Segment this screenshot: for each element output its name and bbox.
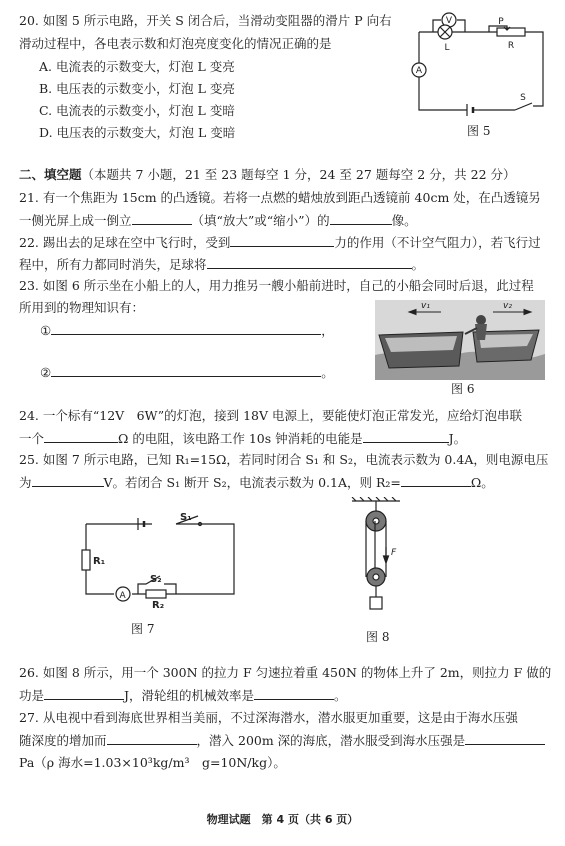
q27-line2 bbox=[19, 732, 545, 749]
q21-blank-1[interactable] bbox=[132, 212, 192, 225]
fig5-lamp-label: L bbox=[444, 43, 450, 53]
q25-line2 bbox=[19, 474, 494, 491]
q21-text-a: 一侧光屏上成一倒立 bbox=[19, 213, 132, 228]
q26-blank-2[interactable] bbox=[254, 687, 334, 700]
q23-blank-row-2 bbox=[40, 364, 334, 381]
q27-blank-1[interactable] bbox=[107, 732, 197, 745]
q24-line1: 24. 一个标有“12V 6W”的灯泡，接到 18V 电源上，要能使灯泡正常发光，应给灯泡串联 bbox=[19, 408, 522, 423]
fig5-switch-label: S bbox=[520, 93, 526, 103]
figure-7-circuit bbox=[80, 510, 240, 610]
fig5-ammeter-label: A bbox=[415, 66, 423, 76]
q23-end-2: 。 bbox=[321, 365, 334, 380]
q26-line1: 26. 如图 8 所示，用一个 300N 的拉力 F 匀速拉着重 450N 的物体上升了 2m，则拉力 F 做的 bbox=[19, 665, 552, 680]
q27-blank-2[interactable] bbox=[465, 732, 545, 745]
q20-option-c: C. 电流表的示数变小，灯泡 L 变暗 bbox=[39, 103, 235, 118]
q20-line2: 滑动过程中，各电表示数和灯泡亮度变化的情况正确的是 bbox=[19, 36, 332, 51]
q25-blank-2[interactable] bbox=[401, 474, 471, 487]
q20-option-b: B. 电压表的示数变小，灯泡 L 变亮 bbox=[39, 81, 235, 96]
q22-text-d: 。 bbox=[411, 257, 425, 272]
q24-text-b: Ω 的电阻，该电路工作 10s 钟消耗的电能是 bbox=[118, 431, 363, 446]
fig7-s2-label: S₂ bbox=[150, 574, 162, 585]
fig6-v2-label: v₂ bbox=[503, 301, 512, 311]
q27-line1: 27. 从电视中看到海底世界相当美丽，不过深海潜水，潜水服更加重要，这是由于海水压强 bbox=[19, 710, 518, 725]
q27-text-b: ，潜入 200m 深的海底，潜水服受到海水压强是 bbox=[196, 733, 466, 748]
section-2-note: （本题共 7 小题，21 至 23 题每空 1 分，24 至 27 题每空 2 分，共 22 分） bbox=[81, 167, 516, 182]
q25-text-a: 为 bbox=[19, 475, 32, 490]
q23-blank-2[interactable] bbox=[51, 364, 321, 377]
q21-text-b: （填“放大”或“缩小”）的 bbox=[191, 213, 330, 228]
q24-blank-1[interactable] bbox=[44, 430, 118, 443]
q20-option-d: D. 电压表的示数变大，灯泡 L 变暗 bbox=[39, 125, 236, 140]
q22-text-a: 22. 踢出去的足球在空中飞行时，受到 bbox=[19, 235, 231, 250]
q22-text-c: 程中，所有力都同时消失，足球将 bbox=[19, 257, 207, 272]
q23-blank-row-1 bbox=[40, 322, 334, 339]
q27-text-a: 随深度的增加而 bbox=[19, 733, 107, 748]
figure-7-caption: 图 7 bbox=[131, 622, 155, 636]
q25-text-b: V。若闭合 S₁ 断开 S₂，电流表示数为 0.1A，则 R₂= bbox=[103, 475, 401, 490]
q25-line1: 25. 如图 7 所示电路，已知 R₁=15Ω，若同时闭合 S₁ 和 S₂，电流表示数为 0.4A，则电源电压 bbox=[19, 452, 549, 467]
q26-text-c: 。 bbox=[334, 688, 347, 703]
fig5-slider-label: P bbox=[498, 17, 504, 27]
figure-6-boats bbox=[375, 300, 545, 380]
q23-marker-1: ① bbox=[40, 323, 52, 338]
figure-5-caption: 图 5 bbox=[467, 124, 491, 138]
fig7-ammeter-label: A bbox=[119, 591, 126, 601]
q22-text-b: 力的作用（不计空气阻力），若飞行过 bbox=[334, 235, 541, 250]
section-2-title: 二、填空题 bbox=[19, 167, 82, 182]
figure-8-pulley bbox=[348, 497, 408, 627]
q26-line2 bbox=[19, 687, 347, 704]
q23-end-1: ， bbox=[321, 323, 334, 338]
q26-text-a: 功是 bbox=[19, 688, 45, 703]
fig8-force-label: F bbox=[391, 548, 397, 558]
fig7-r2-label: R₂ bbox=[152, 600, 165, 610]
figure-8-caption: 图 8 bbox=[366, 630, 390, 644]
q21-line2 bbox=[19, 212, 417, 229]
q24-line2 bbox=[19, 430, 466, 447]
q22-blank-2[interactable] bbox=[207, 256, 412, 269]
fig7-r1-label: R₁ bbox=[93, 556, 106, 567]
section-2-header bbox=[19, 167, 516, 183]
q24-text-c: J。 bbox=[448, 431, 467, 446]
fig5-voltmeter-label: V bbox=[445, 16, 453, 26]
q22-blank-1[interactable] bbox=[230, 234, 334, 247]
q22-line2 bbox=[19, 256, 424, 273]
q27-line3: Pa（ρ 海水=1.03×10³kg/m³ g=10N/kg）。 bbox=[19, 755, 286, 770]
q26-text-b: J，滑轮组的机械效率是 bbox=[124, 688, 255, 703]
q24-text-a: 一个 bbox=[19, 431, 45, 446]
fig6-v1-label: v₁ bbox=[421, 301, 430, 311]
figure-5-circuit bbox=[405, 10, 545, 120]
q23-blank-1[interactable] bbox=[51, 322, 321, 335]
q25-blank-1[interactable] bbox=[32, 474, 104, 487]
q21-line1: 21. 有一个焦距为 15cm 的凸透镜。若将一点燃的蜡烛放到距凸透镜前 40cm 处，在凸透镜另 bbox=[19, 190, 541, 205]
q26-blank-1[interactable] bbox=[44, 687, 124, 700]
fig7-s1-label: S₁ bbox=[180, 512, 192, 523]
q22-line1 bbox=[19, 234, 541, 251]
q20-option-a: A. 电流表的示数变大，灯泡 L 变亮 bbox=[39, 59, 235, 74]
q23-line2: 所用到的物理知识有： bbox=[19, 300, 145, 315]
fig5-rheostat-label: R bbox=[507, 41, 515, 51]
q21-blank-2[interactable] bbox=[330, 212, 392, 225]
q23-marker-2: ② bbox=[40, 365, 52, 380]
page-footer: 物理试题 第 4 页（共 6 页） bbox=[206, 813, 359, 826]
q20-line1: 20. 如图 5 所示电路，开关 S 闭合后，当滑动变阻器的滑片 P 向右 bbox=[19, 13, 392, 28]
q23-line1: 23. 如图 6 所示坐在小船上的人，用力推另一艘小船前进时，自己的小船会同时后退，此过程 bbox=[19, 278, 534, 293]
q24-blank-2[interactable] bbox=[363, 430, 449, 443]
figure-6-caption: 图 6 bbox=[451, 382, 475, 396]
q25-text-c: Ω。 bbox=[470, 475, 494, 490]
q21-text-c: 像。 bbox=[391, 213, 417, 228]
